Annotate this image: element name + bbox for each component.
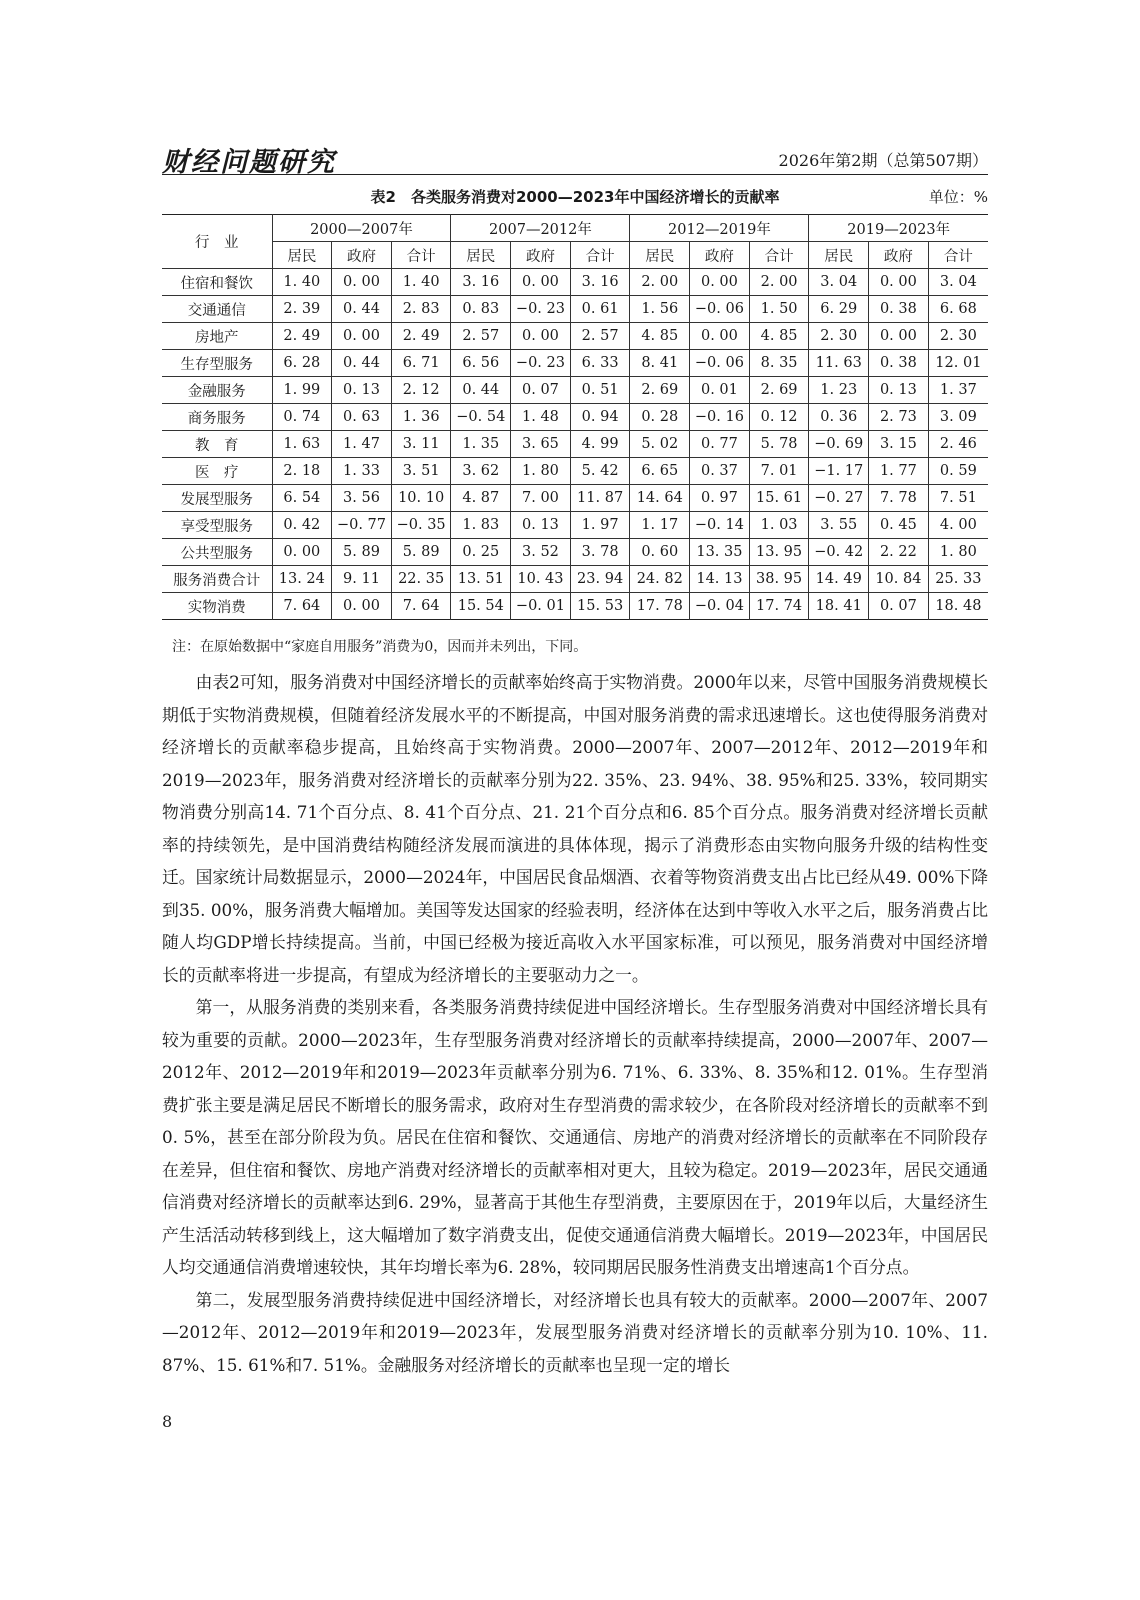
table-cell: 23. 94 bbox=[570, 566, 630, 593]
table-cell: 0. 00 bbox=[511, 269, 571, 296]
table-row bbox=[162, 539, 988, 566]
table-cell: 0. 44 bbox=[451, 377, 511, 404]
table-cell: 0. 63 bbox=[332, 404, 392, 431]
table-cell: 8. 35 bbox=[749, 350, 809, 377]
table-cell: 0. 61 bbox=[570, 296, 630, 323]
table-cell: 0. 94 bbox=[570, 404, 630, 431]
table-cell: 0. 28 bbox=[630, 404, 690, 431]
table-cell: 2. 46 bbox=[928, 431, 988, 458]
table-cell: 6. 29 bbox=[809, 296, 869, 323]
table-cell: −0. 42 bbox=[809, 539, 869, 566]
table-cell: 2. 57 bbox=[451, 323, 511, 350]
row-label: 发展型服务 bbox=[162, 485, 272, 512]
row-label: 交通通信 bbox=[162, 296, 272, 323]
table-cell: 0. 44 bbox=[332, 350, 392, 377]
table-cell: 0. 42 bbox=[272, 512, 332, 539]
table-cell: 0. 59 bbox=[928, 458, 988, 485]
body-text bbox=[162, 666, 988, 1381]
table-cell: 6. 68 bbox=[928, 296, 988, 323]
sub-header: 政府 bbox=[869, 242, 929, 269]
sub-header: 合计 bbox=[928, 242, 988, 269]
table-cell: 1. 33 bbox=[332, 458, 392, 485]
table-cell: 6. 33 bbox=[570, 350, 630, 377]
table-cell: −0. 23 bbox=[511, 296, 571, 323]
paragraph: 由表2可知，服务消费对中国经济增长的贡献率始终高于实物消费。2000年以来，尽管中国服务消费规模长期低于实物消费规模，但随着经济发展水平的不断提高，中国对服务消费的需求迅速增长。这也使得服务消费对经济增长的贡献率稳步提高，且始终高于实物消费。2000—2007年、2007—2012年、2012—2019年和2019—2023年，服务消费对经济增长的贡献率分别为22. 35%、23. 94%、38. 95%和25. 33%，较同期实物消费分别高14. 71个百分点、8. 41个百分点、21. 21个百分点和6. 85个百分点。服务消费对经济增长贡献率的持续领先，是中国消费结构随经济发展而演进的具体体现，揭示了消费形态由实物向服务升级的结构性变迁。国家统计局数据显示，2000—2024年，中国居民食品烟酒、衣着等物资消费支出占比已经从49. 00%下降到35. 00%，服务消费大幅增加。美国等发达国家的经验表明，经济体在达到中等收入水平之后，服务消费占比随人均GDP增长持续提高。当前，中国已经极为接近高收入水平国家标准，可以预见，服务消费对中国经济增长的贡献率将进一步提高，有望成为经济增长的主要驱动力之一。 bbox=[162, 672, 988, 985]
table-cell: 0. 37 bbox=[690, 458, 750, 485]
table-cell: 1. 80 bbox=[511, 458, 571, 485]
table-cell: −0. 23 bbox=[511, 350, 571, 377]
row-label: 公共型服务 bbox=[162, 539, 272, 566]
row-label: 享受型服务 bbox=[162, 512, 272, 539]
table-cell: 3. 09 bbox=[928, 404, 988, 431]
row-label: 服务消费合计 bbox=[162, 566, 272, 593]
table-cell: −0. 06 bbox=[690, 350, 750, 377]
paragraph: 第二，发展型服务消费持续促进中国经济增长，对经济增长也具有较大的贡献率。2000—2007年、2007—2012年、2012—2019年和2019—2023年，发展型服务消费对经济增长的贡献率分别为10. 10%、11. 87%、15. 61%和7. 51%。金融服务对经济增长的贡献率也呈现一定的增长 bbox=[162, 1289, 988, 1375]
sub-header: 合计 bbox=[749, 242, 809, 269]
table-cell: 0. 00 bbox=[511, 323, 571, 350]
table-cell: 3. 15 bbox=[869, 431, 929, 458]
period-header: 2012—2019年 bbox=[630, 215, 809, 242]
table-cell: 1. 83 bbox=[451, 512, 511, 539]
table-cell: 2. 69 bbox=[630, 377, 690, 404]
table-cell: 11. 87 bbox=[570, 485, 630, 512]
table-cell: 3. 11 bbox=[391, 431, 451, 458]
table-cell: 14. 49 bbox=[809, 566, 869, 593]
table-cell: 1. 23 bbox=[809, 377, 869, 404]
table-cell: 3. 52 bbox=[511, 539, 571, 566]
table-cell: 0. 00 bbox=[690, 269, 750, 296]
table-cell: 10. 84 bbox=[869, 566, 929, 593]
row-header: 行 业 bbox=[162, 215, 272, 269]
table-cell: 2. 22 bbox=[869, 539, 929, 566]
table-cell: 0. 36 bbox=[809, 404, 869, 431]
table-header-row-periods bbox=[162, 215, 988, 242]
table-cell: 5. 02 bbox=[630, 431, 690, 458]
table-cell: 7. 64 bbox=[272, 593, 332, 620]
table-row bbox=[162, 269, 988, 296]
table-cell: 0. 38 bbox=[869, 296, 929, 323]
table-cell: 2. 30 bbox=[809, 323, 869, 350]
table-cell: 3. 04 bbox=[809, 269, 869, 296]
table-cell: 7. 64 bbox=[391, 593, 451, 620]
sub-header: 居民 bbox=[809, 242, 869, 269]
table-cell: 0. 07 bbox=[869, 593, 929, 620]
table-row bbox=[162, 485, 988, 512]
table-cell: 25. 33 bbox=[928, 566, 988, 593]
table-cell: 6. 56 bbox=[451, 350, 511, 377]
table-cell: −0. 01 bbox=[511, 593, 571, 620]
table-unit: 单位：% bbox=[928, 188, 988, 206]
table-cell: 6. 71 bbox=[391, 350, 451, 377]
table-cell: 0. 00 bbox=[332, 323, 392, 350]
table-row bbox=[162, 593, 988, 620]
table-cell: 2. 49 bbox=[391, 323, 451, 350]
table-cell: 0. 51 bbox=[570, 377, 630, 404]
row-label: 房地产 bbox=[162, 323, 272, 350]
table-cell: 0. 00 bbox=[690, 323, 750, 350]
table-cell: 3. 65 bbox=[511, 431, 571, 458]
sub-header: 居民 bbox=[630, 242, 690, 269]
page-header bbox=[162, 140, 988, 178]
table-cell: 3. 16 bbox=[451, 269, 511, 296]
table-cell: 3. 56 bbox=[332, 485, 392, 512]
row-label: 生存型服务 bbox=[162, 350, 272, 377]
table-cell: −0. 04 bbox=[690, 593, 750, 620]
table-cell: 2. 49 bbox=[272, 323, 332, 350]
table-cell: 9. 11 bbox=[332, 566, 392, 593]
table-cell: 2. 83 bbox=[391, 296, 451, 323]
table-cell: 1. 63 bbox=[272, 431, 332, 458]
table-cell: 14. 13 bbox=[690, 566, 750, 593]
table-row bbox=[162, 512, 988, 539]
table-cell: 2. 30 bbox=[928, 323, 988, 350]
table-cell: 4. 85 bbox=[749, 323, 809, 350]
table-cell: 5. 42 bbox=[570, 458, 630, 485]
table-cell: 6. 28 bbox=[272, 350, 332, 377]
row-label: 实物消费 bbox=[162, 593, 272, 620]
table-cell: 15. 61 bbox=[749, 485, 809, 512]
table-cell: 17. 78 bbox=[630, 593, 690, 620]
table-cell: 0. 07 bbox=[511, 377, 571, 404]
sub-header: 居民 bbox=[272, 242, 332, 269]
period-header: 2019—2023年 bbox=[809, 215, 988, 242]
table-cell: −0. 69 bbox=[809, 431, 869, 458]
table-cell: 15. 53 bbox=[570, 593, 630, 620]
table-cell: 0. 13 bbox=[332, 377, 392, 404]
table-cell: 22. 35 bbox=[391, 566, 451, 593]
table-cell: 3. 62 bbox=[451, 458, 511, 485]
table-cell: −0. 06 bbox=[690, 296, 750, 323]
table-cell: 0. 44 bbox=[332, 296, 392, 323]
table-cell: 1. 03 bbox=[749, 512, 809, 539]
table-cell: 0. 13 bbox=[511, 512, 571, 539]
row-label: 金融服务 bbox=[162, 377, 272, 404]
table-cell: 0. 00 bbox=[869, 269, 929, 296]
table-row bbox=[162, 458, 988, 485]
row-label: 教 育 bbox=[162, 431, 272, 458]
table-cell: 1. 56 bbox=[630, 296, 690, 323]
table-cell: 1. 17 bbox=[630, 512, 690, 539]
table-note: 注：在原始数据中“家庭自用服务”消费为0，因而并未列出，下同。 bbox=[172, 639, 588, 655]
table-header-row-sub bbox=[162, 242, 988, 269]
table-cell: −0. 14 bbox=[690, 512, 750, 539]
table-cell: 0. 74 bbox=[272, 404, 332, 431]
table-cell: 5. 78 bbox=[749, 431, 809, 458]
table-cell: −0. 16 bbox=[690, 404, 750, 431]
period-header: 2007—2012年 bbox=[451, 215, 630, 242]
table-cell: 0. 45 bbox=[869, 512, 929, 539]
table-cell: 3. 78 bbox=[570, 539, 630, 566]
table-cell: 4. 99 bbox=[570, 431, 630, 458]
sub-header: 合计 bbox=[570, 242, 630, 269]
table-cell: −0. 77 bbox=[332, 512, 392, 539]
table-cell: 1. 40 bbox=[391, 269, 451, 296]
table-cell: 0. 97 bbox=[690, 485, 750, 512]
table-cell: 13. 95 bbox=[749, 539, 809, 566]
table-row bbox=[162, 296, 988, 323]
table-row bbox=[162, 323, 988, 350]
table-cell: 10. 10 bbox=[391, 485, 451, 512]
table-cell: 4. 87 bbox=[451, 485, 511, 512]
table-cell: 1. 35 bbox=[451, 431, 511, 458]
table-cell: 4. 85 bbox=[630, 323, 690, 350]
issue-info: 2026年第2期（总第507期） bbox=[778, 151, 988, 170]
table-cell: 2. 57 bbox=[570, 323, 630, 350]
sub-header: 居民 bbox=[451, 242, 511, 269]
row-label: 商务服务 bbox=[162, 404, 272, 431]
table-cell: 12. 01 bbox=[928, 350, 988, 377]
table-cell: 11. 63 bbox=[809, 350, 869, 377]
table-cell: 2. 12 bbox=[391, 377, 451, 404]
period-header: 2000—2007年 bbox=[272, 215, 451, 242]
table-cell: 2. 39 bbox=[272, 296, 332, 323]
table-row bbox=[162, 350, 988, 377]
table-cell: 0. 00 bbox=[869, 323, 929, 350]
table-cell: 0. 83 bbox=[451, 296, 511, 323]
table-title: 表2 各类服务消费对2000—2023年中国经济增长的贡献率 bbox=[370, 188, 780, 206]
table-row bbox=[162, 377, 988, 404]
table-cell: 3. 55 bbox=[809, 512, 869, 539]
sub-header: 政府 bbox=[690, 242, 750, 269]
table-cell: 38. 95 bbox=[749, 566, 809, 593]
table-cell: 0. 13 bbox=[869, 377, 929, 404]
table-cell: 2. 69 bbox=[749, 377, 809, 404]
table-cell: 1. 50 bbox=[749, 296, 809, 323]
contribution-table bbox=[162, 214, 988, 620]
table-body bbox=[162, 269, 988, 620]
table-cell: 18. 48 bbox=[928, 593, 988, 620]
table-cell: 2. 18 bbox=[272, 458, 332, 485]
table-cell: 0. 77 bbox=[690, 431, 750, 458]
table-cell: 0. 00 bbox=[272, 539, 332, 566]
table-cell: 17. 74 bbox=[749, 593, 809, 620]
table-cell: 1. 97 bbox=[570, 512, 630, 539]
table-cell: 6. 54 bbox=[272, 485, 332, 512]
table-cell: 0. 25 bbox=[451, 539, 511, 566]
table-cell: 1. 37 bbox=[928, 377, 988, 404]
table-cell: 0. 00 bbox=[332, 593, 392, 620]
table-cell: 15. 54 bbox=[451, 593, 511, 620]
table-cell: 5. 89 bbox=[391, 539, 451, 566]
table-cell: 1. 36 bbox=[391, 404, 451, 431]
table-cell: 1. 47 bbox=[332, 431, 392, 458]
table-cell: 0. 38 bbox=[869, 350, 929, 377]
table-cell: 0. 12 bbox=[749, 404, 809, 431]
table-cell: 13. 51 bbox=[451, 566, 511, 593]
table-cell: 2. 00 bbox=[630, 269, 690, 296]
table-cell: 6. 65 bbox=[630, 458, 690, 485]
row-label: 医 疗 bbox=[162, 458, 272, 485]
table-cell: 2. 00 bbox=[749, 269, 809, 296]
table-cell: 7. 01 bbox=[749, 458, 809, 485]
row-label: 住宿和餐饮 bbox=[162, 269, 272, 296]
table-cell: 24. 82 bbox=[630, 566, 690, 593]
table-cell: 10. 43 bbox=[511, 566, 571, 593]
table-cell: 18. 41 bbox=[809, 593, 869, 620]
table-cell: 2. 73 bbox=[869, 404, 929, 431]
table-cell: 4. 00 bbox=[928, 512, 988, 539]
table-cell: 1. 48 bbox=[511, 404, 571, 431]
paragraph: 第一，从服务消费的类别来看，各类服务消费持续促进中国经济增长。生存型服务消费对中国经济增长具有较为重要的贡献。2000—2023年，生存型服务消费对经济增长的贡献率持续提高，2000—2007年、2007—2012年、2012—2019年和2019—2023年贡献率分别为6. 71%、6. 33%、8. 35%和12. 01%。生存型消费扩张主要是满足居民不断增长的服务需求，政府对生存型消费的需求较少，在各阶段对经济增长的贡献率不到0. 5%，甚至在部分阶段为负。居民在住宿和餐饮、交通通信、房地产的消费对经济增长的贡献率在不同阶段存在差异，但住宿和餐饮、房地产消费对经济增长的贡献率相对更大，且较为稳定。2019—2023年，居民交通通信消费对经济增长的贡献率达到6. 29%，显著高于其他生存型消费，主要原因在于，2019年以后，大量经济生产生活活动转移到线上，这大幅增加了数字消费支出，促使交通通信消费大幅增长。2019—2023年，中国居民人均交通通信消费增速较快，其年均增长率为6. 28%，较同期居民服务性消费支出增速高1个百分点。 bbox=[162, 997, 988, 1277]
sub-header: 政府 bbox=[332, 242, 392, 269]
table-cell: 0. 00 bbox=[332, 269, 392, 296]
table-cell: 1. 40 bbox=[272, 269, 332, 296]
sub-header: 政府 bbox=[511, 242, 571, 269]
table-cell: −0. 27 bbox=[809, 485, 869, 512]
table-cell: 3. 51 bbox=[391, 458, 451, 485]
table-cell: 1. 77 bbox=[869, 458, 929, 485]
table-cell: 5. 89 bbox=[332, 539, 392, 566]
table-cell: 3. 04 bbox=[928, 269, 988, 296]
table-cell: −1. 17 bbox=[809, 458, 869, 485]
table-cell: 13. 24 bbox=[272, 566, 332, 593]
page-number: 8 bbox=[162, 1412, 173, 1431]
table-row bbox=[162, 431, 988, 458]
table-cell: 3. 16 bbox=[570, 269, 630, 296]
table-cell: −0. 35 bbox=[391, 512, 451, 539]
table-cell: 7. 00 bbox=[511, 485, 571, 512]
table-cell: −0. 54 bbox=[451, 404, 511, 431]
table-row bbox=[162, 566, 988, 593]
table-cell: 1. 80 bbox=[928, 539, 988, 566]
table-cell: 0. 01 bbox=[690, 377, 750, 404]
table-cell: 8. 41 bbox=[630, 350, 690, 377]
table-row bbox=[162, 404, 988, 431]
table-cell: 0. 60 bbox=[630, 539, 690, 566]
table-cell: 7. 78 bbox=[869, 485, 929, 512]
table-cell: 7. 51 bbox=[928, 485, 988, 512]
table-cell: 13. 35 bbox=[690, 539, 750, 566]
journal-logo: 财经问题研究 bbox=[162, 147, 336, 178]
table-caption bbox=[162, 186, 988, 210]
table-cell: 14. 64 bbox=[630, 485, 690, 512]
table-cell: 1. 99 bbox=[272, 377, 332, 404]
sub-header: 合计 bbox=[391, 242, 451, 269]
